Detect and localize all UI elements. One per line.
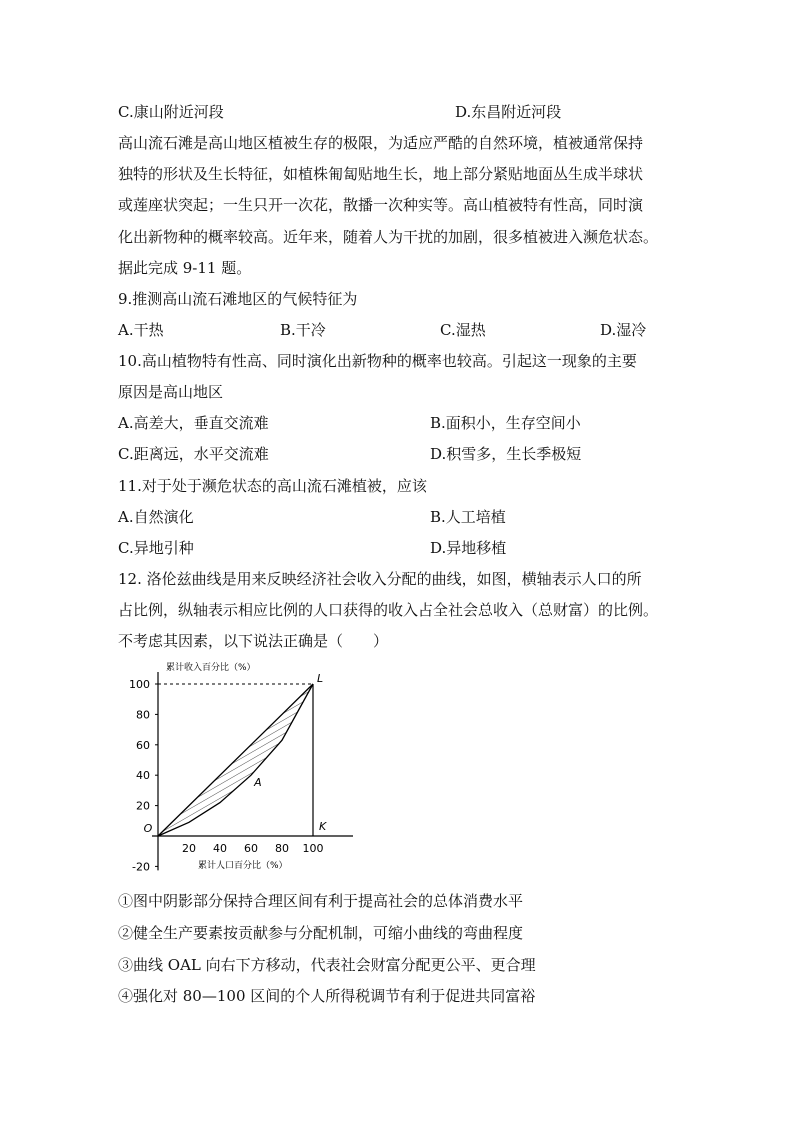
q10-option-c: C.距离远，水平交流难: [118, 445, 269, 463]
q9-option-b: B.干冷: [280, 321, 326, 339]
q11-option-b: B.人工培植: [430, 508, 506, 526]
q10-option-a: A.高差大，垂直交流难: [118, 414, 269, 432]
q12-statement-2: ②健全生产要素按贡献参与分配机制，可缩小曲线的弯曲程度: [118, 924, 524, 942]
passage-line-4: 化出新物种的概率较高。近年来，随着人为干扰的加剧，很多植被进入濒危状态。: [118, 228, 659, 246]
x-tick-label: 100: [302, 842, 324, 855]
y-tick-label: 100: [129, 678, 150, 691]
equality-line: [158, 684, 313, 836]
x-tick-label: 40: [213, 842, 227, 855]
q11-stem: 11.对于处于濒危状态的高山流石滩植被，应该: [118, 477, 427, 495]
passage-line-5: 据此完成 9-11 题。: [118, 259, 252, 277]
y-axis-title: 累计收入百分比（%）: [166, 663, 256, 673]
y-tick-label: 20: [136, 799, 150, 813]
q12-stem-line-1: 12. 洛伦兹曲线是用来反映经济社会收入分配的曲线，如图，横轴表示人口的所: [118, 570, 642, 588]
q10-stem-line-1: 10.高山植物特有性高、同时演化出新物种的概率也较高。引起这一现象的主要: [118, 352, 637, 370]
point-label-k: K: [319, 820, 327, 833]
q12-statement-4: ④强化对 80—100 区间的个人所得税调节有利于促进共同富裕: [118, 987, 536, 1005]
x-axis-title: 累计人口百分比（%）: [198, 861, 288, 871]
point-label-l: L: [317, 672, 324, 685]
x-tick-label: 80: [275, 842, 289, 855]
point-label-a: A: [254, 775, 262, 789]
y-tick-label: -20: [132, 860, 150, 874]
q12-statement-3: ③曲线 OAL 向右下方移动，代表社会财富分配更公平、更合理: [118, 956, 536, 974]
passage-line-2: 独特的形状及生长特征，如植株匍匐贴地生长，地上部分紧贴地面丛生成半球状: [118, 165, 644, 183]
passage-line-1: 高山流石滩是高山地区植被生存的极限，为适应严酷的自然环境，植被通常保持: [118, 134, 644, 152]
q12-stem-line-2: 占比例，纵轴表示相应比例的人口获得的收入占全社会总收入（总财富）的比例。: [118, 601, 659, 619]
y-tick-label: 60: [136, 738, 150, 752]
q12-stem-line-3: 不考虑其因素，以下说法正确是（ ）: [118, 632, 389, 650]
passage-line-3: 或莲座状突起；一生只开一次花，散播一次种实等。高山植被特有性高，同时演: [118, 196, 644, 214]
q11-option-d: D.异地移植: [430, 539, 507, 557]
q11-option-c: C.异地引种: [118, 539, 194, 557]
x-tick-label: 20: [182, 842, 196, 855]
q10-stem-line-2: 原因是高山地区: [118, 383, 224, 401]
option-d-prev: D.东昌附近河段: [455, 103, 562, 121]
q11-option-a: A.自然演化: [118, 508, 194, 526]
q9-option-d: D.湿冷: [600, 321, 647, 339]
q10-option-d: D.积雪多，生长季极短: [430, 445, 582, 463]
q9-option-a: A.干热: [118, 321, 164, 339]
y-tick-label: 80: [136, 708, 150, 722]
origin-label: O: [143, 822, 153, 835]
x-tick-label: 60: [244, 842, 258, 855]
q9-stem: 9.推测高山流石滩地区的气候特征为: [118, 290, 358, 308]
q10-option-b: B.面积小，生存空间小: [430, 414, 581, 432]
y-tick-label: 40: [136, 769, 150, 783]
q9-option-c: C.湿热: [440, 321, 486, 339]
option-c-prev: C.康山附近河段: [118, 103, 224, 121]
lorenz-curve-chart: [118, 656, 378, 886]
q12-statement-1: ①图中阴影部分保持合理区间有利于提高社会的总体消费水平: [118, 892, 524, 910]
